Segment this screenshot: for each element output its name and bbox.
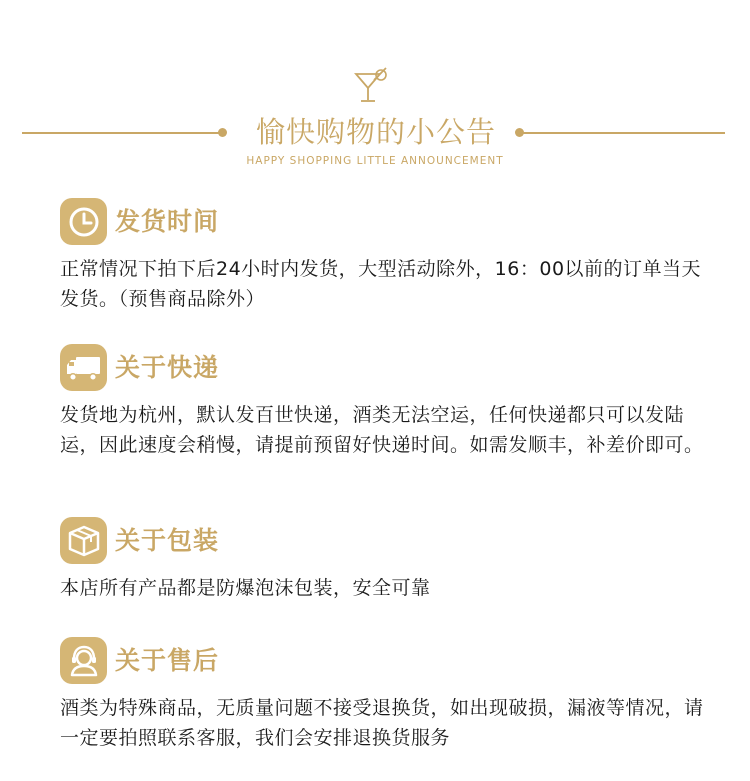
header-divider-left xyxy=(22,132,220,134)
section-title: 关于售后 xyxy=(115,646,220,675)
section-title: 关于快递 xyxy=(115,353,220,382)
section-after-sales xyxy=(60,637,720,753)
section-courier xyxy=(60,344,720,460)
header-dot-left xyxy=(218,128,227,137)
cocktail-glass-icon xyxy=(352,66,392,106)
page-title: 愉快购物的小公告 xyxy=(255,115,496,149)
page-subtitle: HAPPY SHOPPING LITTLE ANNOUNCEMENT xyxy=(246,155,504,167)
section-body: 本店所有产品都是防爆泡沫包装，安全可靠 xyxy=(60,577,431,599)
clock-icon xyxy=(60,198,107,245)
section-shipping-time xyxy=(60,198,720,314)
section-body: 正常情况下拍下后24小时内发货，大型活动除外，16：00以前的订单当天发货。（预售商品除外） xyxy=(60,258,702,310)
section-body: 酒类为特殊商品，无质量问题不接受退换货，如出现破损，漏液等情况，请一定要拍照联系客服，我们会安排退换货服务 xyxy=(60,697,704,749)
section-title: 关于包装 xyxy=(115,526,220,555)
section-body: 发货地为杭州，默认发百世快递，酒类无法空运，任何快递都只可以发陆运，因此速度会稍慢，请提前预留好快递时间。如需发顺丰，补差价即可。 xyxy=(60,404,704,456)
header-divider-right xyxy=(520,132,725,134)
announcement-header xyxy=(0,0,750,180)
truck-icon xyxy=(60,344,107,391)
box-icon xyxy=(60,517,107,564)
section-title: 发货时间 xyxy=(115,207,220,236)
section-packaging xyxy=(60,517,720,603)
customer-service-icon xyxy=(60,637,107,684)
